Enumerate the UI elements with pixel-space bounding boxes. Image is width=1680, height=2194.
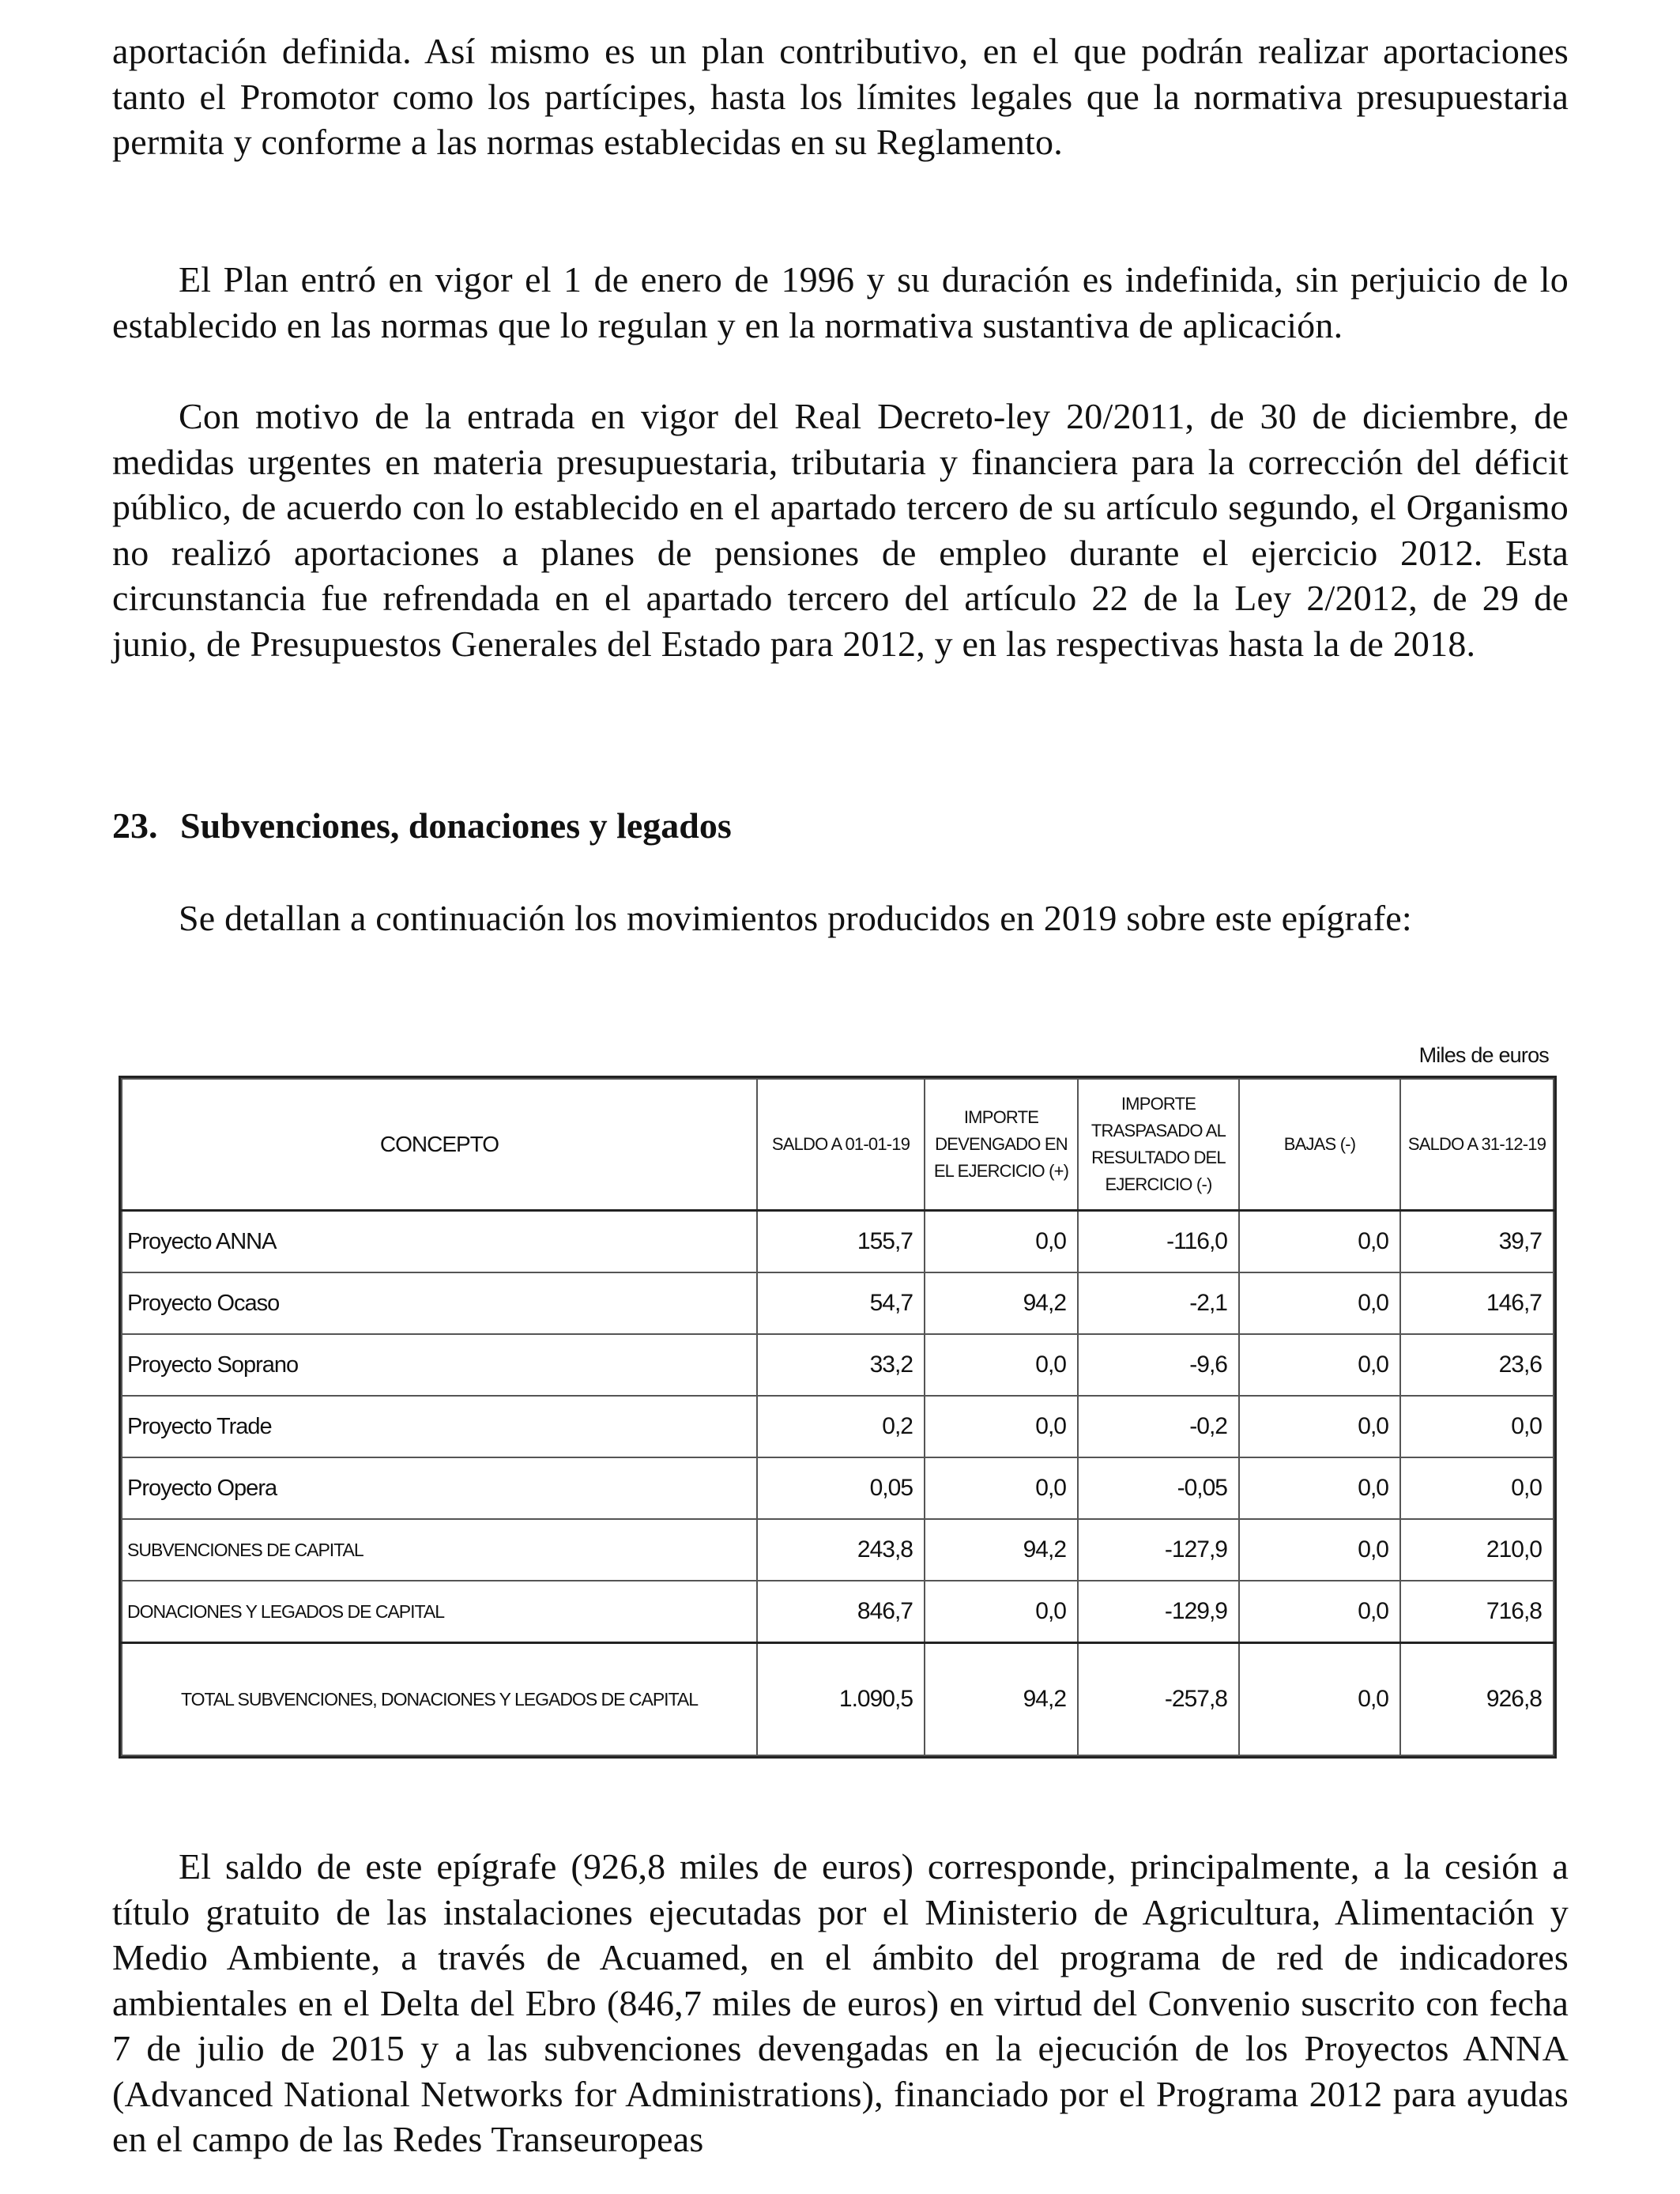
total-traspasado: -257,8 (1078, 1643, 1239, 1756)
total-saldo-inicial: 1.090,5 (757, 1643, 925, 1756)
row-devengado: 0,0 (925, 1396, 1078, 1457)
paragraph-saldo-epigrafe: El saldo de este epígrafe (926,8 miles de euros) corresponde, principalmente, a la cesión a título gratuito de las instalaciones ejecutadas por el Ministerio de Agricultura, Alimentación y Medio Ambiente, a través de Acuamed, en el ámbito del programa de red de indicadores ambientales en el Delta del Ebro (846,7 miles de euros) en virtud del Convenio suscrito con fecha 7 de julio de 2015 y a las subvenciones devengadas en la ejecución de los Proyectos ANNA (Advanced National Networks for Administrations), financiado por el Programa 2012 para ayudas en el campo de las Redes Transeuropeas (112, 1846, 1569, 2159)
table-row-total (122, 1643, 1554, 1756)
row-devengado: 0,0 (925, 1211, 1078, 1273)
table-row (122, 1457, 1554, 1519)
row-traspasado: -127,9 (1078, 1519, 1239, 1581)
row-saldo-inicial: 54,7 (757, 1272, 925, 1334)
row-saldo-inicial: 846,7 (757, 1581, 925, 1643)
table-row-subtotal (122, 1581, 1554, 1643)
paragraph-real-decreto: Con motivo de la entrada en vigor del Real Decreto-ley 20/2011, de 30 de diciembre, de medidas urgentes en materia presupuestaria, tributaria y financiera para la corrección del déficit público, de acuerdo con lo establecido en el apartado tercero de su artículo segundo, el Organismo no realizó aportaciones a planes de pensiones de empleo durante el ejercicio 2012. Esta circunstancia fue refrendada en el apartado tercero del artículo 22 de la Ley 2/2012, de 29 de junio, de Presupuestos Generales del Estado para 2012, y en las respectivas hasta la de 2018. (112, 396, 1569, 664)
row-bajas: 0,0 (1239, 1581, 1400, 1643)
total-concepto: TOTAL SUBVENCIONES, DONACIONES Y LEGADOS DE CAPITAL (122, 1643, 757, 1756)
row-traspasado: -116,0 (1078, 1211, 1239, 1273)
row-saldo-final: 210,0 (1400, 1519, 1554, 1581)
row-traspasado: -0,2 (1078, 1396, 1239, 1457)
row-saldo-inicial: 243,8 (757, 1519, 925, 1581)
row-concepto: DONACIONES Y LEGADOS DE CAPITAL (122, 1581, 757, 1643)
table-row (122, 1211, 1554, 1273)
paragraph-plan-vigor: El Plan entró en vigor el 1 de enero de 1996 y su duración es indefinida, sin perjuicio de lo establecido en las normas que lo regulan y en la normativa sustantiva de aplicación. (112, 259, 1569, 345)
row-devengado: 0,0 (925, 1457, 1078, 1519)
row-saldo-final: 23,6 (1400, 1334, 1554, 1396)
row-traspasado: -0,05 (1078, 1457, 1239, 1519)
table-row-subtotal (122, 1519, 1554, 1581)
row-concepto: Proyecto Ocaso (122, 1272, 757, 1334)
row-concepto: Proyecto Opera (122, 1457, 757, 1519)
row-saldo-inicial: 155,7 (757, 1211, 925, 1273)
row-saldo-inicial: 0,05 (757, 1457, 925, 1519)
table-header-row (122, 1079, 1554, 1211)
header-saldo-inicial: SALDO A 01-01-19 (757, 1079, 925, 1211)
section-heading (112, 803, 732, 848)
row-traspasado: -129,9 (1078, 1581, 1239, 1643)
row-saldo-final: 716,8 (1400, 1581, 1554, 1643)
row-bajas: 0,0 (1239, 1457, 1400, 1519)
section-title: Subvenciones, donaciones y legados (180, 805, 732, 846)
header-traspasado: IMPORTE TRASPASADO AL RESULTADO DEL EJERCICIO (-) (1078, 1079, 1239, 1211)
header-concepto: CONCEPTO (122, 1079, 757, 1211)
row-traspasado: -2,1 (1078, 1272, 1239, 1334)
row-bajas: 0,0 (1239, 1396, 1400, 1457)
row-saldo-final: 39,7 (1400, 1211, 1554, 1273)
header-saldo-final: SALDO A 31-12-19 (1400, 1079, 1554, 1211)
row-bajas: 0,0 (1239, 1272, 1400, 1334)
total-saldo-final: 926,8 (1400, 1643, 1554, 1756)
row-bajas: 0,0 (1239, 1211, 1400, 1273)
row-devengado: 94,2 (925, 1272, 1078, 1334)
table-row (122, 1334, 1554, 1396)
row-saldo-inicial: 0,2 (757, 1396, 925, 1457)
row-concepto: Proyecto Trade (122, 1396, 757, 1457)
header-bajas: BAJAS (-) (1239, 1079, 1400, 1211)
table-row (122, 1396, 1554, 1457)
row-saldo-final: 146,7 (1400, 1272, 1554, 1334)
table-row (122, 1272, 1554, 1334)
table-units-label: Miles de euros (1418, 1043, 1549, 1067)
paragraph-intro-table: Se detallan a continuación los movimientos producidos en 2019 sobre este epígrafe: (179, 898, 1412, 938)
paragraph-plan-contributivo: aportación definida. Así mismo es un plan contributivo, en el que podrán realizar aportaciones tanto el Promotor como los partícipes, hasta los límites legales que la normativa presupuestaria permita y conforme a las normas establecidas en su Reglamento. (112, 31, 1569, 162)
subvenciones-table (121, 1078, 1554, 1756)
row-devengado: 0,0 (925, 1581, 1078, 1643)
row-concepto: SUBVENCIONES DE CAPITAL (122, 1519, 757, 1581)
total-devengado: 94,2 (925, 1643, 1078, 1756)
section-number: 23. (112, 805, 158, 846)
row-saldo-final: 0,0 (1400, 1457, 1554, 1519)
row-bajas: 0,0 (1239, 1519, 1400, 1581)
row-saldo-inicial: 33,2 (757, 1334, 925, 1396)
row-devengado: 0,0 (925, 1334, 1078, 1396)
row-traspasado: -9,6 (1078, 1334, 1239, 1396)
row-bajas: 0,0 (1239, 1334, 1400, 1396)
total-bajas: 0,0 (1239, 1643, 1400, 1756)
row-saldo-final: 0,0 (1400, 1396, 1554, 1457)
header-devengado: IMPORTE DEVENGADO EN EL EJERCICIO (+) (925, 1079, 1078, 1211)
row-concepto: Proyecto ANNA (122, 1211, 757, 1273)
row-concepto: Proyecto Soprano (122, 1334, 757, 1396)
row-devengado: 94,2 (925, 1519, 1078, 1581)
